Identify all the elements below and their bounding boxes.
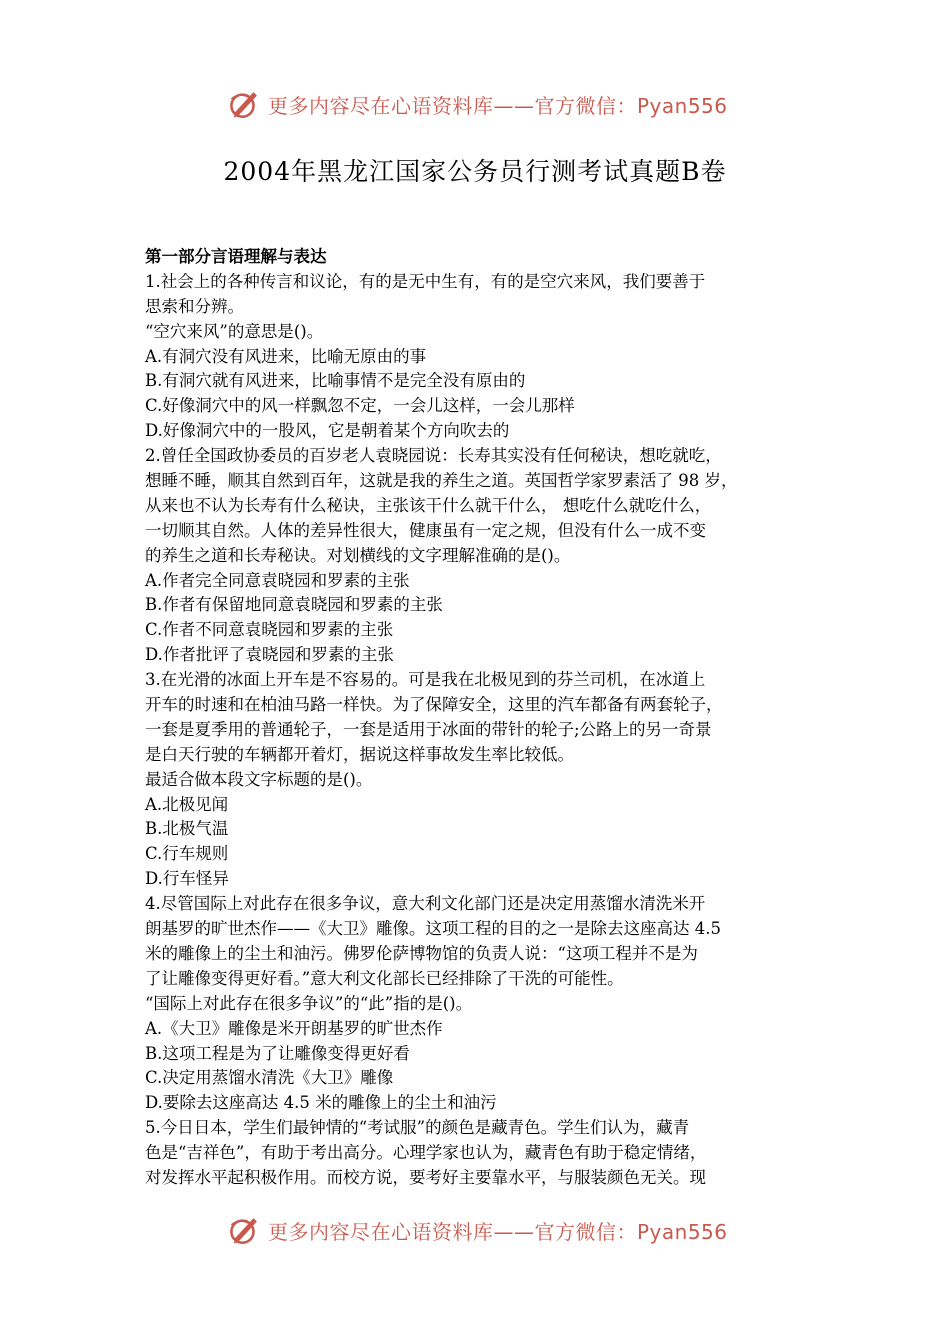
text-line: 5.今日日本，学生们最钟情的“考试服”的颜色是藏青色。学生们认为，藏青	[145, 1118, 690, 1138]
text-line: “国际上对此存在很多争议”的“此”指的是()。	[145, 993, 473, 1013]
text-line: A.《大卫》雕像是米开朗基罗的旷世杰作	[145, 1018, 443, 1038]
text-line: C.好像洞穴中的风一样飘忽不定，一会儿这样，一会儿那样	[145, 396, 575, 416]
text-line: 对发挥水平起积极作用。而校方说，要考好主要靠水平，与服装颜色无关。现	[145, 1167, 706, 1187]
pen-scroll-logo-icon	[228, 87, 262, 121]
text-line: A.有洞穴没有风进来，比喻无原由的事	[145, 346, 427, 366]
text-line: 一套是夏季用的普通轮子，一套是适用于冰面的带针的轮子;公路上的另一奇景	[145, 719, 712, 739]
pen-scroll-logo-icon	[228, 1213, 262, 1247]
body-lines	[145, 270, 810, 1191]
text-line: C.作者不同意袁晓园和罗素的主张	[145, 620, 394, 640]
text-line: 3.在光滑的冰面上开车是不容易的。可是我在北极见到的芬兰司机，在冰道上	[145, 670, 706, 690]
text-line: 一切顺其自然。人体的差异性很大，健康虽有一定之规，但没有什么一成不变	[145, 520, 706, 540]
text-line: 的养生之道和长寿秘诀。对划横线的文字理解准确的是()。	[145, 545, 571, 565]
text-line: 色是“吉祥色”，有助于考出高分。心理学家也认为，藏青色有助于稳定情绪，	[145, 1143, 707, 1163]
text-line: C.行车规则	[145, 844, 229, 864]
text-line: 从来也不认为长寿有什么秘诀，主张该干什么就干什么， 想吃什么就吃什么，	[145, 495, 712, 515]
text-line: D.好像洞穴中的一股风，它是朝着某个方向吹去的	[145, 421, 510, 441]
text-line: 了让雕像变得更好看。”意大利文化部长已经排除了干洗的可能性。	[145, 968, 624, 988]
header-banner-text: 更多内容尽在心语资料库——官方微信：Pyan556	[268, 93, 728, 118]
text-line: A.北极见闻	[145, 794, 229, 814]
footer-banner-text: 更多内容尽在心语资料库——官方微信：Pyan556	[268, 1219, 728, 1244]
text-line: 米的雕像上的尘土和油污。佛罗伦萨博物馆的负责人说：“这项工程并不是为	[145, 943, 698, 963]
text-line: A.作者完全同意袁晓园和罗素的主张	[145, 570, 410, 590]
text-line: D.行车怪异	[145, 869, 229, 889]
text-line: D.要除去这座高达 4.5 米的雕像上的尘土和油污	[145, 1093, 497, 1113]
text-line: “空穴来风”的意思是()。	[145, 321, 324, 341]
text-line: B.作者有保留地同意袁晓园和罗素的主张	[145, 595, 443, 615]
header-banner	[228, 84, 728, 124]
text-line: 2.曾任全国政协委员的百岁老人袁晓园说：长寿其实没有任何秘诀，想吃就吃，	[145, 446, 722, 466]
text-line: C.决定用蒸馏水清洗《大卫》雕像	[145, 1068, 394, 1088]
text-line: B.这项工程是为了让雕像变得更好看	[145, 1043, 410, 1063]
section-heading: 第一部分言语理解与表达	[145, 247, 327, 266]
text-line: 4.尽管国际上对此存在很多争议，意大利文化部门还是决定用蒸馏水清洗米开	[145, 894, 706, 914]
text-line: 思索和分辨。	[145, 296, 244, 316]
text-line: 1.社会上的各种传言和议论，有的是无中生有，有的是空穴来风，我们要善于	[145, 271, 706, 291]
document-body	[145, 245, 810, 1191]
text-line: 最适合做本段文字标题的是()。	[145, 769, 373, 789]
footer-banner	[228, 1210, 728, 1250]
text-line: B.有洞穴就有风进来，比喻事情不是完全没有原由的	[145, 371, 526, 391]
document-title: 2004年黑龙江国家公务员行测考试真题B卷	[223, 157, 727, 186]
text-line: 想睡不睡，顺其自然到百年，这就是我的养生之道。英国哲学家罗素活了 98 岁，	[145, 471, 738, 491]
text-line: B.北极气温	[145, 819, 229, 839]
text-line: 是白天行驶的车辆都开着灯，据说这样事故发生率比较低。	[145, 744, 574, 764]
text-line: D.作者批评了袁晓园和罗素的主张	[145, 645, 394, 665]
text-line: 开车的时速和在柏油马路一样快。为了保障安全，这里的汽车都备有两套轮子，	[145, 695, 723, 715]
text-line: 朗基罗的旷世杰作——《大卫》雕像。这项工程的目的之一是除去这座高达 4.5	[145, 919, 721, 939]
